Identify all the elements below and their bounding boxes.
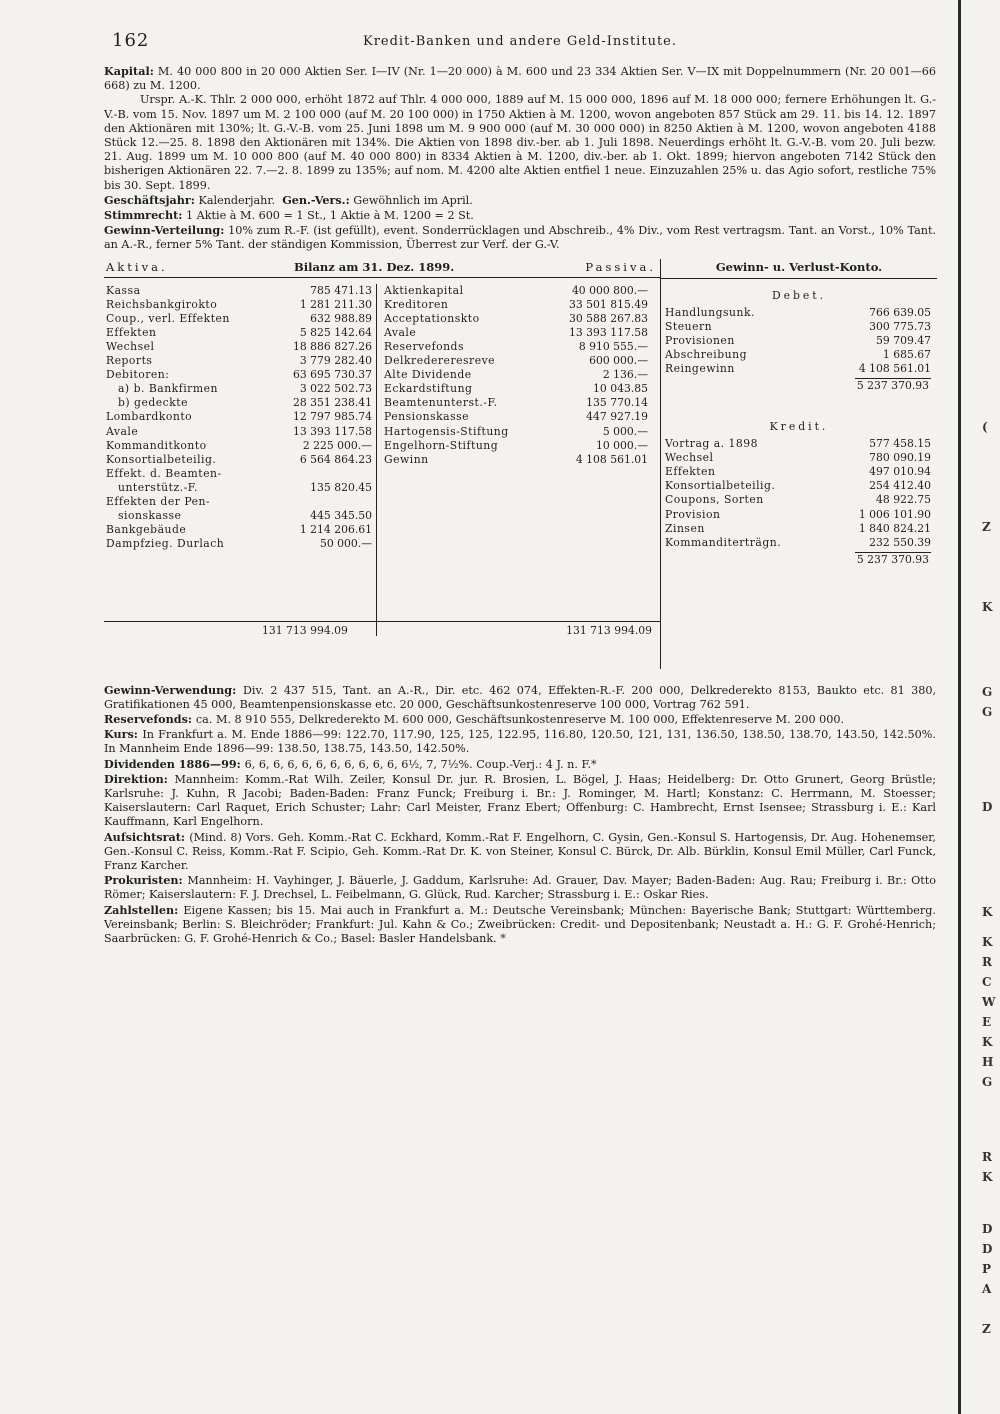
debet-row [661, 362, 937, 376]
passiva-row-label: Pensionskasse [384, 410, 470, 424]
aktiva-row-value: 1 214 206.61 [299, 523, 372, 537]
margin-fragment: W [982, 995, 996, 1009]
passiva-row-value: 10 043.85 [593, 382, 648, 396]
kredit-label: Kredit. [769, 420, 829, 434]
aktiva-row-value: 5 825 142.64 [299, 325, 372, 339]
note-section-label: Dividenden 1886—99: [104, 756, 245, 771]
balance-totals [104, 621, 660, 640]
note-section [104, 903, 936, 947]
kredit-row-value: 1 840 824.21 [858, 521, 931, 535]
aktiva-row-value: 632 988.89 [310, 311, 372, 325]
kapital-text: M. 40 000 800 in 20 000 Aktien Ser. I—IV (Nr. 1—20 000) à M. 600 und 23 334 Aktien Ser. V—IX mit Doppelnummern (Nr. 20 001—66 668) zu M. 1200. [104, 65, 937, 93]
passiva-row [382, 298, 652, 312]
passiva-row-label: Kreditoren [384, 297, 449, 311]
kredit-row [661, 536, 937, 550]
aktiva-row [104, 326, 376, 340]
note-section [104, 727, 936, 756]
margin-fragment: K [982, 600, 993, 614]
passiva-row-label: Reservefonds [384, 340, 465, 354]
debet-row-label: Handlungsunk. [665, 305, 755, 319]
margin-fragment: R [982, 1150, 992, 1164]
kredit-total: 5 237 370.93 [856, 552, 929, 566]
kredit-row-label: Wechsel [665, 451, 714, 465]
genvers-text: Gewöhnlich im April. [353, 193, 473, 207]
aktiva-row [104, 340, 376, 354]
stimmrecht-section [104, 208, 936, 223]
kredit-row [661, 451, 937, 465]
aktiva-row-label: Kassa [106, 283, 141, 297]
note-section [104, 712, 936, 727]
kredit-row-label: Coupons, Sorten [665, 493, 764, 507]
aktiva-row-label: Debitoren: [106, 368, 170, 382]
debet-total: 5 237 370.93 [856, 379, 929, 393]
aktiva-row-label: a) b. Bankfirmen [118, 382, 218, 396]
note-section-label: Gewinn-Verwendung: [104, 682, 243, 697]
debet-row-label: Steuern [665, 319, 713, 333]
aktiva-row-label: Effekten der Pen- [106, 495, 211, 509]
margin-fragment: P [982, 1262, 992, 1276]
note-section-text: Mannheim: H. Vayhinger, J. Bäuerle, J. Gaddum, Karlsruhe: Ad. Grauer, Dav. Mayer; Baden-Baden: Aug. Rau; Freiburg i. Br.: Otto Römer; Kaiserslautern: F. J. Drechsel, L. Feibelmann, G. Glück, Rud. Karcher; Strassburg i. E.: Oskar Ries. [104, 874, 937, 902]
passiva-row [382, 425, 652, 439]
aktiva-row [104, 368, 376, 382]
margin-fragment: K [982, 1035, 993, 1049]
aktiva-row [104, 425, 376, 439]
kredit-row-label: Vortrag a. 1898 [665, 437, 759, 451]
passiva-row-label: Avale [384, 325, 417, 339]
debet-row-value: 1 685.67 [882, 347, 931, 361]
geschaeftsjahr-label: Geschäftsjahr: [104, 192, 195, 207]
kredit-row-value: 254 412.40 [869, 479, 931, 493]
aktiva-row [104, 410, 376, 424]
note-section-label: Direktion: [104, 771, 175, 786]
kredit-row [661, 493, 937, 507]
margin-fragment: G [982, 1075, 993, 1089]
aktiva-row-label: Lombardkonto [106, 410, 193, 424]
aktiva-row [104, 396, 376, 410]
page-header [104, 30, 936, 64]
margin-fragment: K [982, 905, 993, 919]
kredit-list [661, 437, 937, 550]
aktiva-row [104, 467, 376, 481]
debet-row-value: 4 108 561.01 [858, 362, 931, 376]
aktiva-row-label: Effekten [106, 325, 157, 339]
financial-tables [104, 259, 936, 679]
debet-row-label: Abschreibung [665, 347, 747, 361]
note-section-label: Kurs: [104, 727, 143, 742]
passiva-row-value: 10 000.— [595, 438, 648, 452]
note-section-text: In Frankfurt a. M. Ende 1886—99: 122.70, 117.90, 125, 125, 122.95, 116.80, 120.50, 121, 131, 136.50, 138.50, 138.70, 143.50, 142.50%. In Mannheim Ende 1896—99: 138.50, 138.75, 143.50, 142.50%. [104, 728, 936, 756]
passiva-row [382, 340, 652, 354]
gewinn-verteilung-label: Gewinn-Verteilung: [104, 223, 225, 238]
kredit-row-label: Provision [665, 507, 721, 521]
margin-fragment: A [982, 1282, 992, 1296]
note-section-label: Zahlstellen: [104, 902, 184, 917]
passiva-row-value: 40 000 800.— [571, 283, 648, 297]
debet-row [661, 334, 937, 348]
passiva-row-value: 2 136.— [602, 368, 648, 382]
debet-row-label: Provisionen [665, 333, 735, 347]
passiva-label: Passiva. [585, 259, 656, 274]
passiva-row-label: Engelhorn-Stiftung [384, 438, 499, 452]
aktiva-row-label: unterstütz.-F. [118, 480, 198, 494]
kredit-total-row [661, 550, 937, 566]
passiva-row-label: Alte Dividende [384, 368, 472, 382]
passiva-row [382, 354, 652, 368]
note-section [104, 772, 936, 830]
passiva-row-value: 4 108 561.01 [575, 452, 648, 466]
passiva-row [382, 326, 652, 340]
aktiva-row-label: Bankgebäude [106, 523, 187, 537]
note-section-text: Div. 2 437 515, Tant. an A.-R., Dir. etc. 462 074, Effekten-R.-F. 200 000, Delkrederekto 8153, Baukto etc. 81 380, Gratifikationen 45 000, Beamtenpensionskasse etc. 20 000, Geschäftsunkostenreserve 100 000, Vortrag 762 591. [104, 683, 936, 711]
document-page [104, 30, 936, 946]
margin-fragment: ( [982, 420, 988, 434]
aktiva-row-label: Effekt. d. Beamten- [106, 466, 222, 480]
passiva-row-value: 30 588 267.83 [569, 311, 648, 325]
note-section [104, 873, 936, 902]
margin-fragment: K [982, 935, 993, 949]
kredit-row-value: 48 922.75 [876, 493, 931, 507]
passiva-row-value: 33 501 815.49 [569, 297, 648, 311]
balance-title: Bilanz am 31. Dez. 1899. [294, 259, 455, 274]
page-number: 162 [112, 30, 150, 51]
debet-row [661, 320, 937, 334]
aktiva-row-value: 785 471.13 [310, 283, 372, 297]
margin-fragment: G [982, 705, 993, 719]
total-aktiva: 131 713 994.09 [262, 623, 348, 637]
aktiva-row-value: 63 695 730.37 [293, 368, 372, 382]
aktiva-row-value: 28 351 238.41 [293, 396, 372, 410]
margin-fragment: G [982, 685, 993, 699]
note-section-text: (Mind. 8) Vors. Geh. Komm.-Rat C. Eckhard, Komm.-Rat F. Engelhorn, C. Gysin, Gen.-Konsul S. Hartogensis, Dr. Aug. Hohenemser, Gen.-Konsul C. Reiss, Komm.-Rat F. Scipio, Geh. Komm.-Rat Dr. K. von Steiner, Konsul C. Bürck, Dr. Alb. Bürklin, Konsul Emil Müller, Carl Funck, Franz Karcher. [104, 830, 936, 873]
aktiva-row-value: 12 797 985.74 [293, 410, 372, 424]
note-section-text: ca. M. 8 910 555, Delkrederekto M. 600 000, Geschäftsunkostenreserve M. 100 000, Effektenreserve M. 200 000. [195, 713, 845, 727]
aktiva-row-value: 6 564 864.23 [299, 452, 372, 466]
aktiva-row-label: b) gedeckte [118, 396, 188, 410]
debet-row-label: Reingewinn [665, 362, 735, 376]
kredit-row-value: 780 090.19 [869, 451, 931, 465]
aktiva-row-label: Kommanditkonto [106, 438, 207, 452]
aktiva-row [104, 284, 376, 298]
kredit-row [661, 479, 937, 493]
aktiva-column [104, 284, 377, 636]
kredit-row-value: 497 010.94 [869, 465, 931, 479]
aktiva-row [104, 509, 376, 523]
passiva-row-value: 5 000.— [602, 424, 648, 438]
geschaeftsjahr-section [104, 193, 936, 208]
margin-fragment: Z [982, 520, 991, 534]
kredit-row-label: Effekten [665, 465, 716, 479]
genvers-label: Gen.-Vers.: [282, 192, 350, 207]
debet-row [661, 348, 937, 362]
kredit-row-label: Konsortialbeteilig. [665, 479, 776, 493]
kredit-row-value: 577 458.15 [869, 437, 931, 451]
aktiva-row [104, 481, 376, 495]
passiva-row-label: Beamtenunterst.-F. [384, 396, 498, 410]
profit-loss-account [660, 259, 937, 669]
debet-row-value: 300 775.73 [869, 319, 931, 333]
passiva-row [382, 439, 652, 453]
stimmrecht-text: 1 Aktie à M. 600 = 1 St., 1 Aktie à M. 1200 = 2 St. [186, 209, 474, 223]
gewinn-verteilung-text: 10% zum R.-F. (ist gefüllt), event. Sonderrücklagen und Abschreib., 4% Div., vom Rest vertragsm. Tant. an Vorst., 10% Tant. an A.-R., ferner 5% Tant. der ständigen Kommission, Überrest zur Verf. der G.-V. [104, 224, 936, 252]
page-edge-shadow [958, 0, 961, 1414]
kredit-row-value: 232 550.39 [869, 535, 931, 549]
kredit-row-value: 1 006 101.90 [858, 507, 931, 521]
note-section-label: Reservefonds: [104, 712, 196, 727]
aktiva-row [104, 298, 376, 312]
margin-fragment: D [982, 1242, 993, 1256]
debet-row [661, 306, 937, 320]
passiva-row-label: Eckardstiftung [384, 382, 473, 396]
aktiva-row [104, 354, 376, 368]
aktiva-row-value: 2 225 000.— [302, 438, 372, 452]
aktiva-label: Aktiva. [106, 259, 168, 274]
aktiva-row-value: 445 345.50 [310, 509, 372, 523]
aktiva-row-label: Avale [106, 424, 139, 438]
debet-row-value: 766 639.05 [869, 305, 931, 319]
pl-title: Gewinn- u. Verlust-Konto. [661, 259, 937, 279]
margin-fragment: E [982, 1015, 992, 1029]
aktiva-row-value: 3 779 282.40 [299, 354, 372, 368]
passiva-row-label: Acceptationskto [384, 311, 480, 325]
passiva-row [382, 284, 652, 298]
note-section [104, 683, 936, 712]
aktiva-row-label: sionskasse [118, 509, 182, 523]
gewinn-verteilung-section [104, 223, 936, 252]
aktiva-row [104, 495, 376, 509]
note-section-text: Mannheim: Komm.-Rat Wilh. Zeiler, Konsul Dr. jur. R. Brosien, L. Bögel, J. Haas; Heidelberg: Dr. Otto Grunert, Georg Brüstle; Karlsruhe: J. Kuhn, R Jacobi; Baden-Baden: Franz Funck; Freiburg i. Br.: J. Rominger, M. Hartl; Konstanz: C. Herrmann, M. Stoesser; Kaiserslautern: Carl Raquet, Erich Schuster; Lahr: Carl Meister, Franz Ebert; Offenburg: C. Hambrecht, Ernst Isensee; Strassburg i. E.: Karl Kauffmann, Karl Engelhorn. [104, 772, 936, 829]
margin-fragment: D [982, 1222, 993, 1236]
aktiva-row-value: 135 820.45 [310, 480, 372, 494]
passiva-row [382, 312, 652, 326]
aktiva-row-label: Coup., verl. Effekten [106, 311, 230, 325]
aktiva-row-label: Konsortialbeteilig. [106, 452, 217, 466]
kredit-row [661, 508, 937, 522]
note-section-text: Eigene Kassen; bis 15. Mai auch in Frankfurt a. M.: Deutsche Vereinsbank; München: Bayerische Bank; Stuttgart: Württemberg. Vereinsbank; Berlin: S. Bleichröder; Frankfurt: Jul. Kahn & Co.; Zweibrücken: Credit- und Depositenbank; Neustadt a. H.: G. F. Grohé-Henrich; Saarbrücken: G. F. Grohé-Henrich & Co.; Basel: Basler Handelsbank. * [104, 903, 936, 946]
kredit-row-label: Zinsen [665, 521, 705, 535]
debet-label: Debet. [771, 288, 827, 302]
passiva-row-label: Delkredereresreve [384, 354, 496, 368]
debet-list [661, 306, 937, 376]
balance-header [104, 259, 660, 278]
aktiva-row-value: 3 022 502.73 [299, 382, 372, 396]
kapital-history: Urspr. A.-K. Thlr. 2 000 000, erhöht 1872 auf Thlr. 4 000 000, 1889 auf M. 15 000 000, 1896 auf M. 18 000 000; fernere Erhöhungen lt. G.-V.-B. vom 15. Nov. 1897 um M. 2 100 000 (auf M. 20 100 000) in 1750 Aktien à M. 1200, wovon angeboten 857 Stück am 29. 11. bis 14. 12. 1897 den Aktionären mit 130%; lt. G.-V.-B. vom 25. Juni 1898 um M. 9 900 000 (auf M. 30 000 000) in 8250 Aktien à M. 1200, wovon angeboten 4188 Stück 12.—25. 8. 1898 den Aktionären mit 134%. Die Aktien von 1898 div.-ber. ab 1. Juli 1898. Neuerdings erhöht lt. G.-V.-B. vom 20. Juli bezw. 21. Aug. 1899 um M. 10 000 800 (auf M. 40 000 800) in 8334 Aktien à M. 1200, div.-ber. ab 1. Okt. 1899; hiervon angeboten 7142 Stück den bisherigen Aktionären 22. 7.—2. 8. 1899 zu 135%; auf nom. M. 4200 alte Aktien entfiel 1 neue. Einzuzahlen 25% u. das Agio sofort, restliche 75% bis 30. Sept. 1899. [104, 93, 936, 192]
kredit-row [661, 437, 937, 451]
margin-fragment: H [982, 1055, 994, 1069]
aktiva-row [104, 312, 376, 326]
kredit-row [661, 522, 937, 536]
aktiva-row-value: 13 393 117.58 [293, 424, 372, 438]
aktiva-row-value: 50 000.— [319, 537, 372, 551]
passiva-row-value: 600 000.— [589, 354, 648, 368]
passiva-row-value: 8 910 555.— [578, 340, 648, 354]
passiva-row-value: 447 927.19 [586, 410, 648, 424]
stimmrecht-label: Stimmrecht: [104, 208, 183, 223]
aktiva-row [104, 523, 376, 537]
aktiva-row [104, 439, 376, 453]
passiva-row-value: 13 393 117.58 [569, 325, 648, 339]
aktiva-row-label: Reports [106, 354, 153, 368]
passiva-row [382, 368, 652, 382]
margin-fragment: D [982, 800, 993, 814]
aktiva-row-label: Wechsel [106, 340, 155, 354]
aktiva-row-value: 18 886 827.26 [293, 340, 372, 354]
aktiva-row-label: Dampfzieg. Durlach [106, 537, 225, 551]
notes-sections [104, 683, 936, 947]
aktiva-row-label: Reichsbankgirokto [106, 297, 218, 311]
note-section-label: Aufsichtsrat: [104, 829, 190, 844]
running-title: Kredit-Banken und andere Geld-Institute. [362, 34, 677, 49]
passiva-row-label: Aktienkapital [384, 283, 464, 297]
passiva-row [382, 396, 652, 410]
note-section-text: 6, 6, 6, 6, 6, 6, 6, 6, 6, 6, 6, 6½, 7, 7½%. Coup.-Verj.: 4 J. n. F.* [244, 757, 597, 771]
margin-fragment: C [982, 975, 992, 989]
aktiva-row-value: 1 281 211.30 [299, 297, 372, 311]
margin-fragment: Z [982, 1322, 991, 1336]
total-passiva: 131 713 994.09 [566, 623, 652, 637]
aktiva-row [104, 453, 376, 467]
kapital-label: Kapital: [104, 64, 154, 78]
note-section [104, 757, 936, 772]
passiva-row [382, 410, 652, 424]
aktiva-row [104, 537, 376, 551]
note-section [104, 830, 936, 874]
kapital-section [104, 64, 936, 93]
note-section-label: Prokuristen: [104, 873, 188, 888]
debet-row-value: 59 709.47 [876, 333, 931, 347]
balance-sheet [104, 259, 660, 637]
kredit-row [661, 465, 937, 479]
aktiva-row [104, 382, 376, 396]
passiva-row [382, 382, 652, 396]
margin-fragment: K [982, 1170, 993, 1184]
margin-fragment: R [982, 955, 992, 969]
passiva-row-value: 135 770.14 [586, 396, 648, 410]
kredit-row-label: Kommanditerträgn. [665, 535, 782, 549]
debet-total-row [661, 376, 937, 392]
passiva-row [382, 453, 652, 467]
passiva-column [382, 284, 652, 467]
passiva-row-label: Gewinn [384, 452, 429, 466]
geschaeftsjahr-text: Kalenderjahr. [198, 193, 276, 207]
passiva-row-label: Hartogensis-Stiftung [384, 424, 509, 438]
